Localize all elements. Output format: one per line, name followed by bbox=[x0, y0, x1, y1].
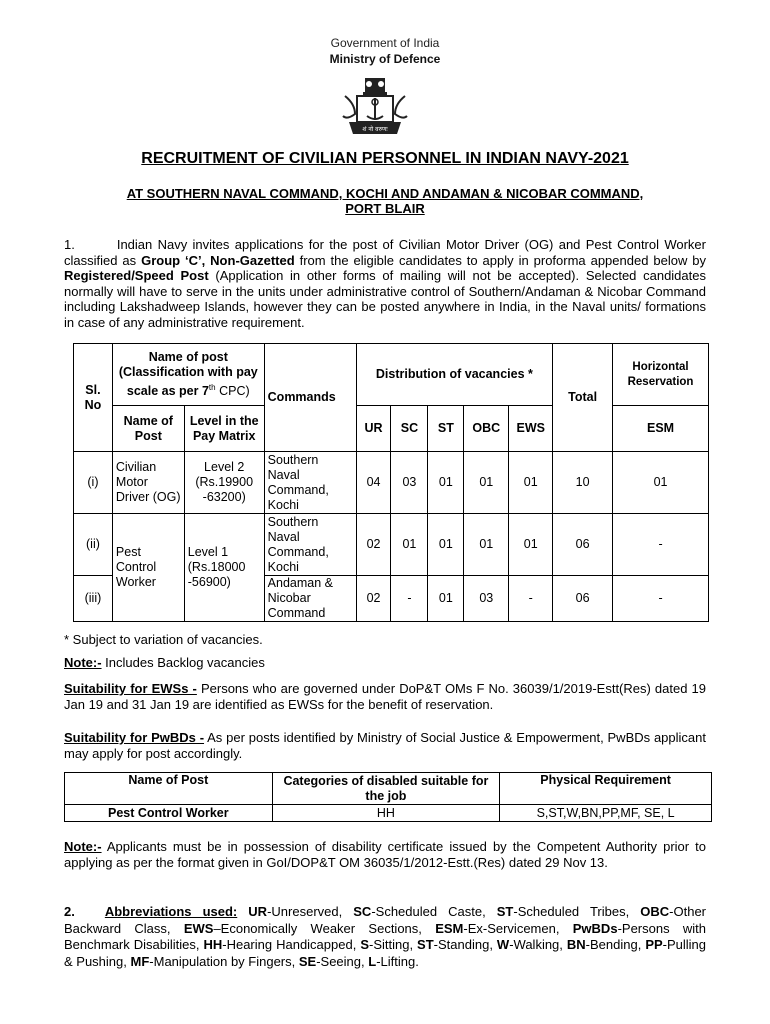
header-name-of-post-group: Name of post (Classification with pay scale as per 7th CPC) bbox=[112, 344, 264, 406]
abbr-value: -Seeing, bbox=[316, 953, 369, 969]
note-label: Note:- bbox=[64, 839, 102, 854]
row-level: Level 1 (Rs.18000 -56900) bbox=[184, 514, 264, 622]
header-sc: SC bbox=[391, 406, 428, 452]
group-classification: Group ‘C’, Non-Gazetted bbox=[141, 252, 295, 268]
ews-label: Suitability for EWSs - bbox=[64, 681, 197, 696]
row-post: Civilian Motor Driver (OG) bbox=[112, 452, 184, 514]
row-obc: 03 bbox=[464, 576, 509, 622]
pwbd-cell-physical: S,ST,W,BN,PP,MF, SE, L bbox=[500, 805, 712, 822]
abbr-key: PP bbox=[645, 937, 663, 952]
row-esm: - bbox=[613, 514, 709, 576]
row-slno: (iii) bbox=[74, 576, 113, 622]
abbr-key: UR bbox=[248, 904, 268, 919]
abbr-number: 2. bbox=[64, 904, 75, 919]
header-level: Level in the Pay Matrix bbox=[184, 406, 264, 452]
row-obc: 01 bbox=[464, 514, 509, 576]
page-title: RECRUITMENT OF CIVILIAN PERSONNEL IN INDIAN NAVY-2021 bbox=[141, 150, 629, 167]
abbr-key: OBC bbox=[640, 904, 670, 919]
row-command: Andaman & Nicobar Command bbox=[264, 576, 356, 622]
table-row bbox=[74, 452, 709, 514]
abbr-key: ST bbox=[417, 937, 434, 952]
subtitle bbox=[60, 186, 710, 216]
pwbd-header-categories: Categories of disabled suitable for the job bbox=[272, 773, 500, 805]
ministry-heading: Ministry of Defence bbox=[329, 52, 441, 66]
row-total: 10 bbox=[553, 452, 613, 514]
vacancy-table bbox=[73, 343, 709, 622]
row-command: Southern Naval Command, Kochi bbox=[264, 514, 356, 576]
row-ur: 02 bbox=[356, 576, 391, 622]
para-text: from the eligible candidates to apply in proforma appended below by bbox=[294, 252, 706, 268]
abbr-value: -Scheduled Caste, bbox=[371, 904, 497, 919]
table-row bbox=[74, 514, 709, 576]
ews-text: Persons who are governed under DoP&T OMs F No. 36039/1/2019-Estt(Res) dated 19 Jan 19 and 31 Jan 19 are identified as EWSs for the benefit of reservation. bbox=[64, 681, 706, 712]
abbr-value: -Standing, bbox=[433, 937, 497, 952]
crest-motto: शं नो वरुणः bbox=[362, 126, 388, 133]
ews-suitability bbox=[64, 681, 706, 712]
pwbd-table bbox=[64, 772, 712, 822]
header-distribution: Distribution of vacancies * bbox=[356, 344, 553, 406]
header-obc: OBC bbox=[464, 406, 509, 452]
row-st: 01 bbox=[428, 576, 464, 622]
row-slno: (i) bbox=[74, 452, 113, 514]
row-slno: (ii) bbox=[74, 514, 113, 576]
row-ur: 02 bbox=[356, 514, 391, 576]
abbr-value: –Economically Weaker Sections, bbox=[213, 920, 436, 936]
abbr-key: W bbox=[496, 937, 510, 952]
subtitle-line-2: PORT BLAIR bbox=[345, 201, 425, 216]
pwbd-suitability bbox=[64, 730, 706, 761]
abbr-key: HH bbox=[203, 937, 223, 952]
paragraph-1 bbox=[64, 237, 706, 330]
abbreviations bbox=[64, 904, 706, 970]
abbr-label: Abbreviations used: bbox=[104, 904, 238, 919]
row-ews: 01 bbox=[509, 514, 553, 576]
pwbd-cell-categories: HH bbox=[272, 805, 500, 822]
header-st: ST bbox=[428, 406, 464, 452]
abbr-key: SC bbox=[353, 904, 372, 919]
header-total: Total bbox=[553, 344, 613, 452]
abbr-value: -Sitting, bbox=[368, 937, 418, 952]
row-ur: 04 bbox=[356, 452, 391, 514]
pwbd-text: As per posts identified by Ministry of Social Justice & Empowerment, PwBDs applicant may apply for post accordingly. bbox=[64, 730, 706, 761]
para-number: 1. bbox=[64, 237, 75, 252]
abbr-key: SE bbox=[298, 953, 317, 969]
row-ews: - bbox=[509, 576, 553, 622]
government-heading: Government of India bbox=[330, 36, 440, 50]
abbr-value: -Bending, bbox=[585, 937, 646, 952]
header-ews: EWS bbox=[509, 406, 553, 452]
abbr-value: -Lifting. bbox=[376, 953, 419, 969]
row-command: Southern Naval Command, Kochi bbox=[264, 452, 356, 514]
backlog-note bbox=[64, 655, 265, 670]
row-sc: 03 bbox=[391, 452, 428, 514]
abbr-key: EWS bbox=[183, 920, 214, 936]
note-label: Note:- bbox=[64, 655, 102, 670]
pwbd-header-physical: Physical Requirement bbox=[500, 773, 712, 805]
header-ur: UR bbox=[356, 406, 391, 452]
abbr-value: -Hearing Handicapped, bbox=[222, 937, 361, 952]
abbr-key: BN bbox=[566, 937, 586, 952]
abbr-key: ST bbox=[496, 904, 514, 919]
abbr-key: S bbox=[360, 937, 369, 952]
disability-note bbox=[64, 839, 706, 870]
para-text: Indian Navy invites applications for the post of Civilian Motor Driver (OG) and Pest Control Worker classified as bbox=[64, 237, 706, 268]
header-esm: ESM bbox=[613, 406, 709, 452]
abbr-value: -Ex-Servicemen, bbox=[463, 920, 573, 936]
abbr-key: ESM bbox=[435, 920, 464, 936]
row-st: 01 bbox=[428, 514, 464, 576]
row-post: Pest Control Worker bbox=[112, 514, 184, 622]
row-level: Level 2 (Rs.19900 -63200) bbox=[184, 452, 264, 514]
abbr-key: MF bbox=[130, 953, 150, 969]
note-text: Applicants must be in possession of disability certificate issued by the Competent Authority prior to applying as per the format given in GoI/DOP&T OM 36035/1/2012-Estt.(Res) dated 29 Nov 13. bbox=[64, 839, 706, 870]
header-commands: Commands bbox=[264, 344, 356, 452]
abbr-value: -Manipulation by Fingers, bbox=[149, 953, 299, 969]
note-text: Includes Backlog vacancies bbox=[101, 655, 265, 670]
row-total: 06 bbox=[553, 576, 613, 622]
navy-crest-icon bbox=[335, 76, 415, 138]
subtitle-line-1: AT SOUTHERN NAVAL COMMAND, KOCHI AND ANDAMAN & NICOBAR COMMAND, bbox=[126, 186, 644, 201]
row-esm: 01 bbox=[613, 452, 709, 514]
abbr-value: -Unreserved, bbox=[267, 904, 354, 919]
mailing-mode: Registered/Speed Post bbox=[64, 268, 209, 283]
abbr-key: PwBDs bbox=[572, 920, 618, 936]
para-text: (Application in other forms of mailing will not be accepted). Selected candidates normally will have to serve in the units under administrative control of Southern/Andaman & Nicobar Command including Lakshadweep Islands, however they can be posted anywhere in India, in the Naval units/ formations in case of any administrative requirement. bbox=[64, 268, 706, 330]
row-sc: - bbox=[391, 576, 428, 622]
header-horizontal-reservation: Horizontal Reservation bbox=[613, 344, 709, 406]
row-obc: 01 bbox=[464, 452, 509, 514]
header-slno: Sl. No bbox=[74, 344, 113, 452]
row-ews: 01 bbox=[509, 452, 553, 514]
abbr-value: -Walking, bbox=[509, 937, 567, 952]
row-esm: - bbox=[613, 576, 709, 622]
pwbd-cell-post: Pest Control Worker bbox=[65, 805, 273, 822]
abbr-value: -Other Backward Class, bbox=[64, 904, 706, 936]
subject-note: * Subject to variation of vacancies. bbox=[64, 632, 263, 647]
row-total: 06 bbox=[553, 514, 613, 576]
table-row bbox=[65, 805, 712, 822]
pwbd-header-post: Name of Post bbox=[65, 773, 273, 805]
row-st: 01 bbox=[428, 452, 464, 514]
abbr-value: -Persons with Benchmark Disabilities, bbox=[64, 920, 707, 952]
header-name-of-post: Name of Post bbox=[112, 406, 184, 452]
row-sc: 01 bbox=[391, 514, 428, 576]
abbr-value: -Pulling & Pushing, bbox=[64, 937, 707, 969]
abbr-value: -Scheduled Tribes, bbox=[513, 904, 641, 919]
abbr-key: L bbox=[368, 953, 377, 969]
pwbd-label: Suitability for PwBDs - bbox=[64, 730, 205, 745]
